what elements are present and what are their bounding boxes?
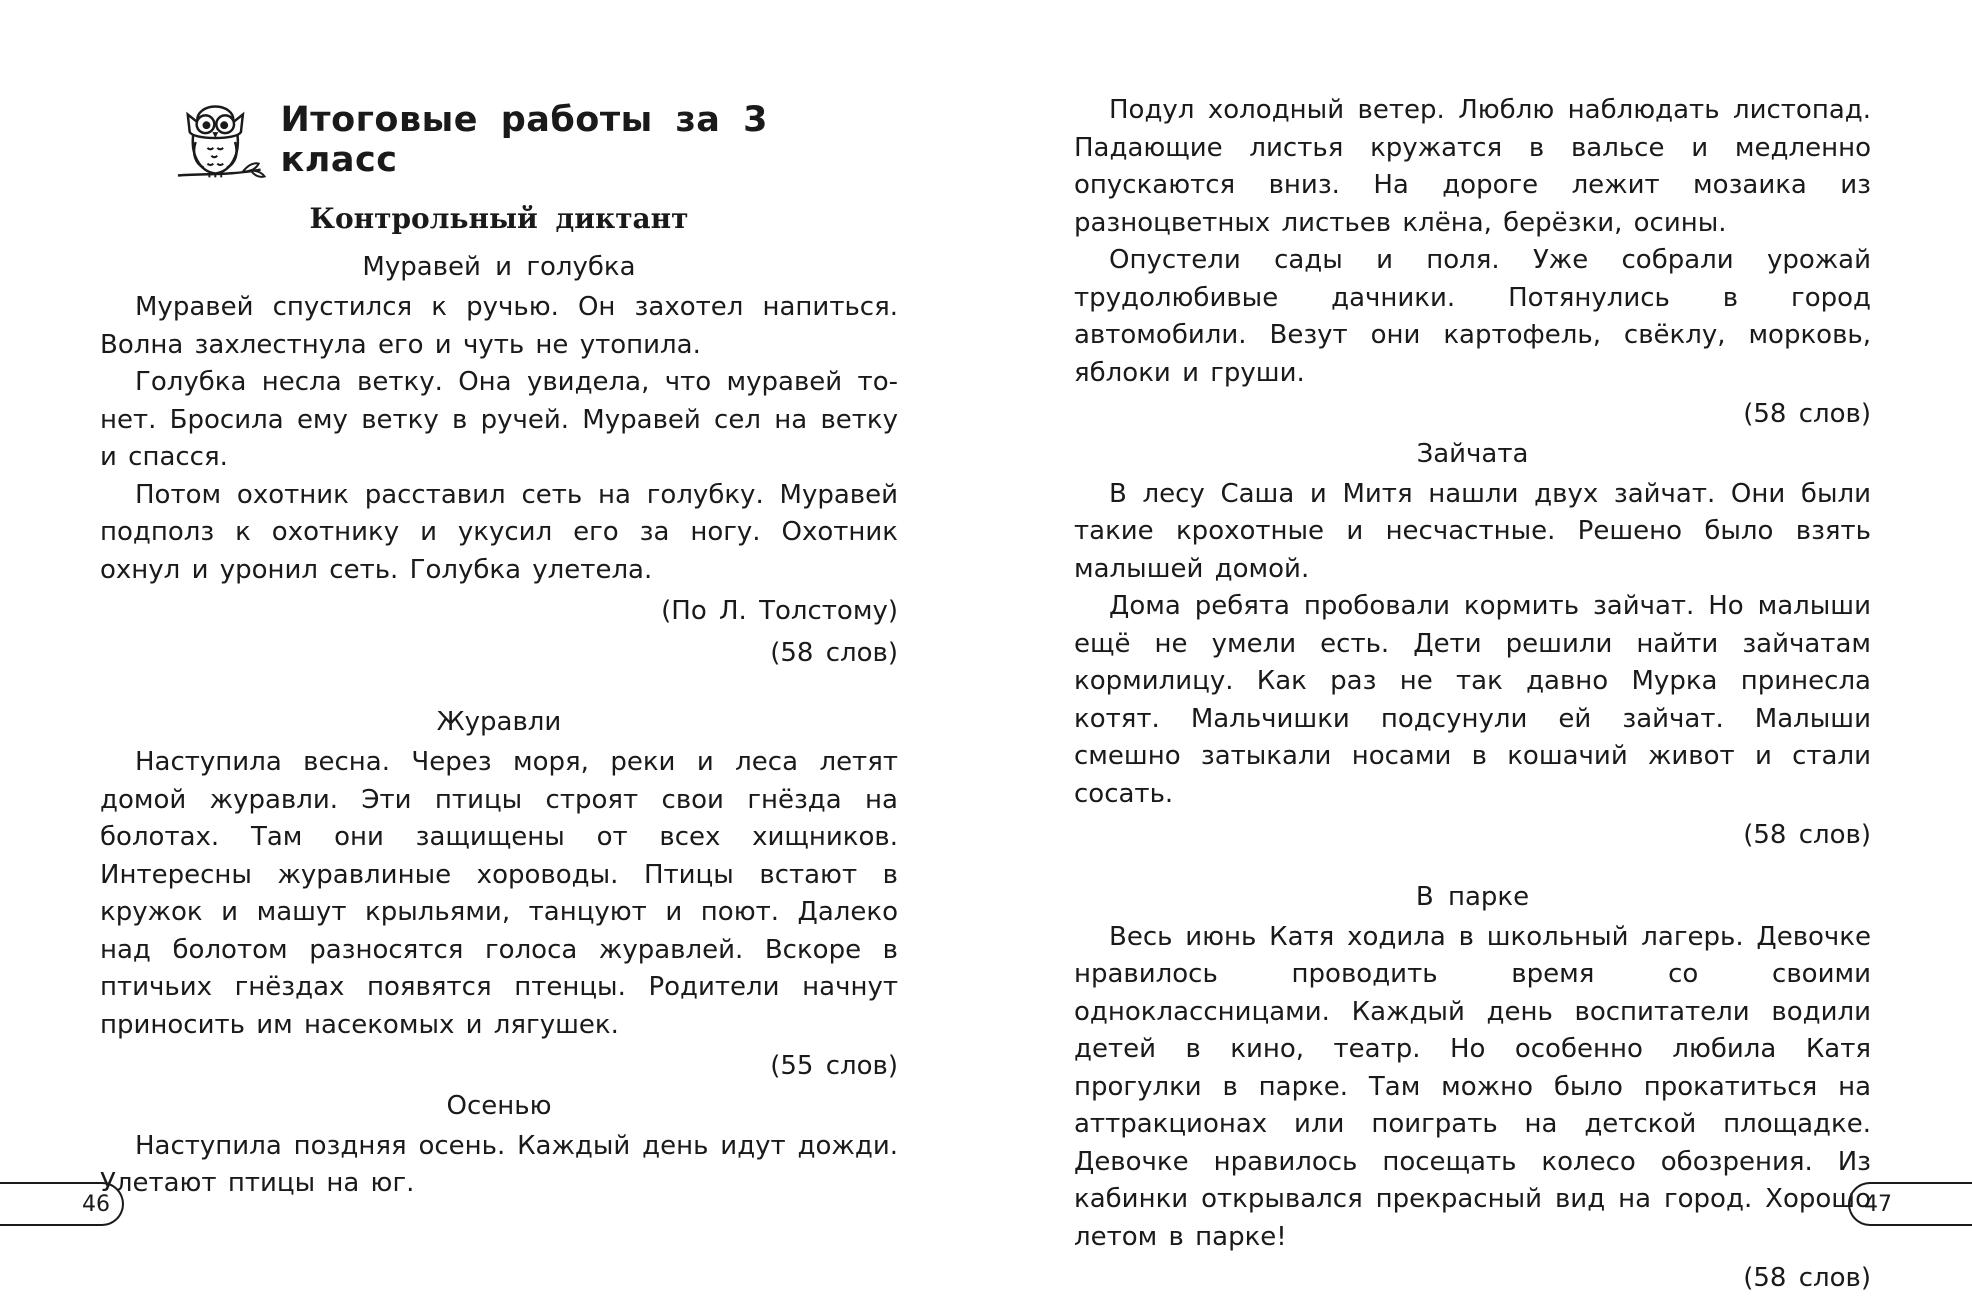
paragraph: В лесу Саша и Митя нашли двух зайчат. Они были такие крохотные и несчастные. Решено было взять малышей домой. — [1074, 478, 1871, 584]
paragraph: Подул холодный ветер. Люблю наблюдать листопад. Падающие листья кружатся в вальсе и медленно опускаются вниз. На дороге лежит мозаика из разноцветных листьев клёна, берёзки, осины. — [1074, 95, 1871, 238]
paragraph: Весь июнь Катя ходила в школьный лагерь. Девочке нравилось проводить время со своими одноклассницами. Каждый день воспитатели водили детей в кино, театр. Но особенно любила Катя прогулки в парке. Там можно было прокатиться на аттракционах или поиграть на детской площадке. Девочке нравилось посещать колесо обозрения. Из кабинки открывался прекрасный вид на город. Хорошо летом в парке! — [1074, 921, 1871, 1252]
page-number: 47 — [1848, 1182, 1972, 1226]
source-note: (По Л. Толстому) — [661, 596, 898, 626]
paragraph: Наступила весна. Через моря, реки и леса летят домой журавли. Эти птицы строят свои гнёзда на болотах. Там они защищены от всех хищников. Интересны журавлиные хороводы. Птицы встают в кружок и машут крыльями, танцуют и поют. Далеко над болотом разносятся голоса журавлей. Вскоре в птичьих гнёздах появятся птенцы. Родители начнут приносить им насекомых и лягушек. — [100, 747, 898, 1040]
word-count: (58 слов) — [1743, 820, 1871, 850]
header — [172, 92, 898, 188]
section-title: В парке — [1415, 881, 1530, 912]
word-count: (58 слов) — [1743, 1263, 1871, 1293]
paragraph: Опустели сады и поля. Уже собрали урожай трудолюбивые дачники. Потянулись в город автомобили. Везут они картофель, свёклу, морковь, яблоки и груши. — [1074, 245, 1871, 388]
left-column — [100, 92, 898, 1203]
word-count: (55 слов) — [770, 1051, 898, 1081]
paragraph: Дома ребята пробовали кормить зайчат. Но малыши ещё не умели есть. Дети решили найти зайчатам кормилицу. Как раз не так давно Мурка принесла котят. Мальчишки подсунули ей зайчат. Малыши смешно затыкали носами в кошачий живот и стали сосать. — [1074, 591, 1871, 809]
paragraph: Потом охотник расставил сеть на голубку. Муравей подполз к охотнику и укусил его за ногу. Охотник охнул и уронил сеть. Голубка улетела. — [100, 479, 898, 585]
subtitle: Контрольный диктант — [309, 202, 689, 235]
word-count: (58 слов) — [1743, 399, 1871, 429]
paragraph: Голубка несла ветку. Она увидела, что муравей тонет. Бросила ему ветку в ручей. Муравей сел на ветку и спасся. — [100, 367, 898, 472]
right-column — [1074, 92, 1871, 1298]
page-title: Итоговые работы за 3 класс — [280, 100, 768, 180]
paragraph: Муравей спустился к ручью. Он захотел напиться. Волна захлестнула его и чуть не утопила. — [100, 292, 898, 360]
page-number: 46 — [0, 1182, 124, 1226]
section-title: Осенью — [446, 1090, 552, 1121]
right-page — [986, 0, 1972, 1299]
paragraph: Наступила поздняя осень. Каждый день идут дожди. Улетают птицы на юг. — [100, 1130, 898, 1198]
owl-icon — [172, 92, 267, 188]
section-title: Журавли — [436, 707, 562, 737]
section-title: Зайчата — [1416, 438, 1529, 469]
word-count: (58 слов) — [770, 637, 898, 668]
section-title: Муравей и голубка — [362, 252, 636, 282]
